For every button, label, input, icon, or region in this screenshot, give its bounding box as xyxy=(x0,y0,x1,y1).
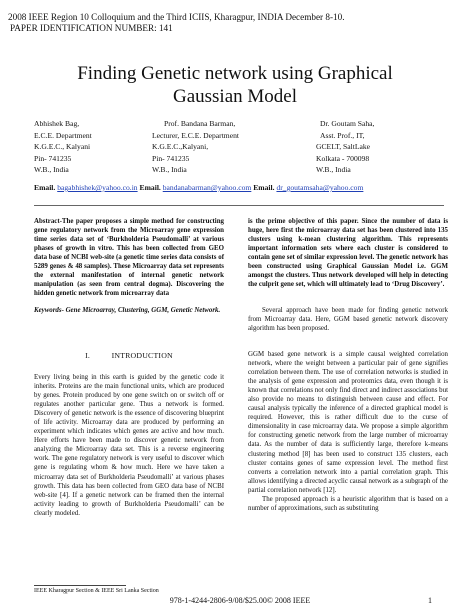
author-name: Dr. Goutam Saha, xyxy=(320,119,375,128)
author-affiliation-line: K.G.E.C., Kalyani xyxy=(34,142,91,152)
page-number: 1 xyxy=(428,596,432,605)
author-affiliation-line: Lecturer, E.C.E. Department xyxy=(152,130,239,140)
right-paragraph-1: Several approach have been made for finding genetic network from Microarray data. Here, GGM based genetic network discovery algorithm has been proposed. xyxy=(248,307,448,333)
section-divider xyxy=(34,205,444,206)
abstract-right-column: is the prime objective of this paper. Since the number of data is huge, here first the microarray data set has been clustered into 135 clusters using k-mean clustering algorithm. This represents important information sets where each cluster is considered to contain gene set of similar expression level. The genetic network has been constructed using Graphical Gaussian Model i.e. GGM amongst the clusters. Thus network developed will help in detecting the culprit gene set, which will ultimately lead to ‘Drug Discovery’. xyxy=(248,218,448,289)
ggm-paragraph: GGM based gene network is a simple causal weighted correlation network, where the weight between a particular pair of gene signifies correlation between them. The use of correlation networks is studied in the analysis of gene expression and proteomics data, even though it is known that correlations not only find direct and indirect associations but also provide no means to distinguish between cause and effect. For causal analysis typically the inference of a directed graphical model is required. However, this is rather difficult due to the curse of dimensionality in case microarray data. We propose a simple algorithm for constructing genetic network from the large number of microarray data. As the number of data is sufficiently large, therefore k-means clustering method [8] has been used to construct 135 clusters, each cluster contains genes of same expression level. The method first converts a correlation network into a partial correlation graph. This allows identifying a directed acyclic causal network as a subgraph of the partial correlation network [12]. xyxy=(248,351,448,494)
introduction-heading: I. INTRODUCTION xyxy=(85,351,173,360)
copyright-line: 978-1-4244-2806-9/08/$25.00© 2008 IEEE xyxy=(169,596,311,605)
email-link-3[interactable]: dr_goutamsaha@yahoo.com xyxy=(276,183,364,192)
author-block-1 xyxy=(34,118,159,176)
approach-paragraph: The proposed approach is a heuristic algorithm that is based on a number of approximations, such as substituting xyxy=(248,495,448,512)
email-label: Email. xyxy=(34,183,56,192)
author-block-2 xyxy=(152,118,277,176)
author-affiliation-line: Pin- 741235 xyxy=(34,153,72,163)
right-paragraph-2 xyxy=(248,350,448,513)
conference-line: 2008 IEEE Region 10 Colloquium and the Third ICIIS, Kharagpur, INDIA December 8-10. xyxy=(8,12,345,22)
email-link-2[interactable]: bandanabarman@yahoo.com xyxy=(162,183,252,192)
email-label: Email. xyxy=(139,183,161,192)
introduction-text: Every living being in this earth is guided by the genetic code it inherits. Proteins are the main functional units, which are produced by genes. Protein produced by one gene switch on or switch off or regulates another particular gene. Thus a network is formed. Discovery of genetic network is the essence of discovering blueprint of life activity. Microarray data are produced by performing an experiment which indicates which genes are active and how much. Here efforts have been made to discover genetic network from analyzing the Microarray data set. This is a reverse engineering work. The gene regulatory network is very useful to discover which gene is regulating whom & how much. Here we have taken a microarray data set of Burkholderia Pseudomalli’ at various phases growth. This data has been collected from GEO data base of NCBI web-site [4]. If a genetic network can be framed then the internal activity leading to growth of Burkholderia Pseudomalli’ can be clearly modeled. xyxy=(34,374,224,517)
conference-header xyxy=(8,12,345,34)
author-block-3 xyxy=(316,118,456,176)
author-name: Abhishek Bag, xyxy=(34,119,80,128)
title-line-2: Gaussian Model xyxy=(172,86,297,107)
footnote: IEEE Kharagpur Section & IEEE Sri Lanka Section xyxy=(34,588,159,594)
title-line-1: Finding Genetic network using Graphical xyxy=(77,63,393,84)
author-affiliation-line: E.C.E. Department xyxy=(34,130,92,140)
paper-title xyxy=(60,62,410,108)
email-label: Email. xyxy=(253,183,275,192)
author-affiliation-line: GCELT, SaltLake xyxy=(316,142,370,152)
keywords: Keywords- Gene Microarray, Clustering, GGM, Genetic Network. xyxy=(34,307,221,314)
author-name: Prof. Bandana Barman, xyxy=(164,119,236,128)
paper-id-line: PAPER IDENTIFICATION NUMBER: 141 xyxy=(10,23,173,33)
author-affiliation-line: K.G.E.C.,Kalyani, xyxy=(152,142,209,152)
author-affiliation-line: W.B., India xyxy=(152,165,187,175)
author-affiliation-line: Asst. Prof., IT, xyxy=(320,130,365,140)
footnote-divider xyxy=(34,585,126,586)
email-link-1[interactable]: bagabhishek@yahoo.co.in xyxy=(57,183,138,192)
email-line xyxy=(34,183,363,193)
author-affiliation-line: Pin- 741235 xyxy=(152,153,190,163)
author-affiliation-line: W.B., India xyxy=(34,165,69,175)
abstract-left-column: Abstract-The paper proposes a simple method for constructing gene regulatory network from the Microarray gene expression time series data set of ‘Burkholderia Pseudomalli’ at various phases of growth in vitro. This has been collected from GEO data base of NCBI web-site (a genetic time series data consists of 5289 genes & 48 samples). These Microarray data set represents the external manifestation of internal genetic network manipulation (as seen from central dogma). Discovering the hidden genetic network from microarray data xyxy=(34,218,224,298)
author-affiliation-line: W.B., India xyxy=(316,165,351,175)
author-affiliation-line: Kolkata - 700098 xyxy=(316,153,370,163)
